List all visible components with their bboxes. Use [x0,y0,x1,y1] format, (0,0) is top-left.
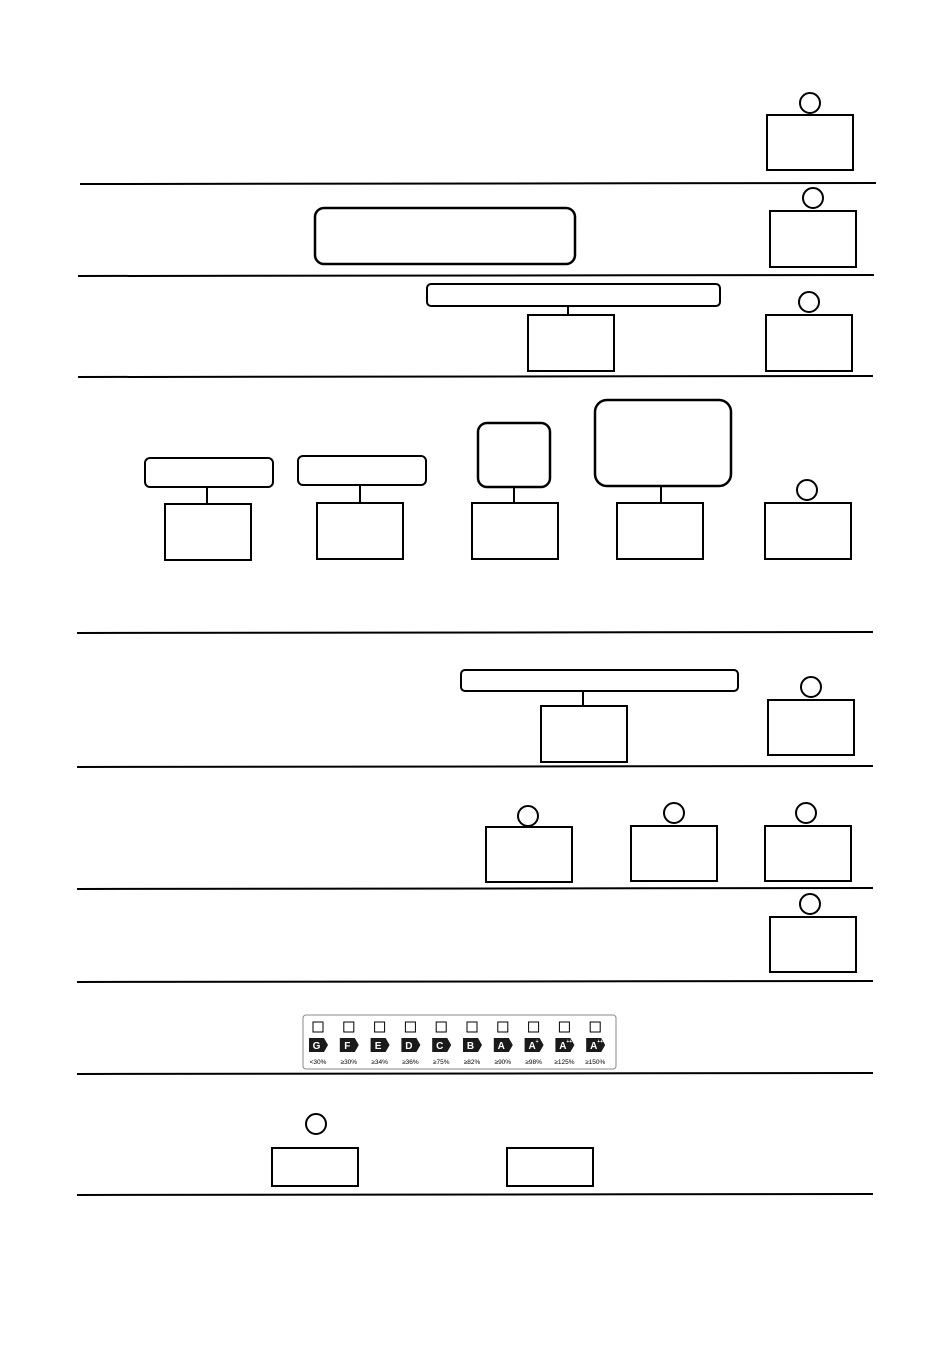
entry-box[interactable] [765,503,851,559]
section-divider [78,376,873,377]
marker-circle [796,803,816,823]
entry-box[interactable] [528,315,614,371]
section-1 [767,93,853,170]
marker-circle [803,188,823,208]
entry-box[interactable] [767,115,853,170]
section-7 [770,894,856,972]
energy-class-letter: B [466,1041,475,1052]
entry-box[interactable] [486,827,572,882]
section-6 [486,803,851,882]
info-panel [595,400,731,486]
energy-class-letter: A [528,1041,536,1052]
marker-circle [799,292,819,312]
marker-circle [800,894,820,914]
section-3 [427,284,852,371]
energy-class-checkbox[interactable] [529,1022,539,1032]
header-bar [298,456,426,485]
energy-class-letter: E [374,1041,382,1052]
energy-class-plus: +++ [597,1039,606,1045]
energy-class-checkbox[interactable] [405,1022,415,1032]
info-panel [315,208,575,264]
info-panel [478,423,550,487]
energy-class-checkbox[interactable] [344,1022,354,1032]
entry-box[interactable] [766,315,852,371]
section-divider [78,275,874,276]
energy-class-letter: D [405,1041,413,1052]
energy-class-threshold: ≥90% [494,1059,512,1066]
entry-box[interactable] [272,1148,358,1186]
marker-circle [306,1114,326,1134]
entry-box[interactable] [541,706,627,762]
header-bar [461,670,738,691]
entry-box[interactable] [507,1148,593,1186]
energy-class-threshold: <30% [309,1059,327,1066]
entry-box[interactable] [768,700,854,755]
section-divider [77,766,873,767]
energy-class-checkbox[interactable] [436,1022,446,1032]
entry-box[interactable] [631,826,717,881]
section-divider [77,1194,873,1195]
marker-circle [800,93,820,113]
marker-circle [664,803,684,823]
energy-class-checkbox[interactable] [467,1022,477,1032]
energy-class-letter: G [312,1041,321,1052]
energy-class-threshold: ≥125% [554,1059,575,1066]
section-2 [315,188,856,267]
entry-box[interactable] [472,503,558,559]
energy-class-threshold: ≥75% [432,1059,450,1066]
section-8 [303,1015,616,1069]
entry-box[interactable] [770,211,856,267]
energy-class-letter: F [344,1041,351,1052]
header-bar [427,284,720,306]
energy-class-checkbox[interactable] [375,1022,385,1032]
section-divider [77,888,873,889]
energy-class-checkbox[interactable] [313,1022,323,1032]
section-divider [77,981,873,982]
entry-box[interactable] [165,504,251,560]
energy-class-threshold: ≥36% [402,1059,419,1066]
energy-class-checkbox[interactable] [590,1022,600,1032]
energy-class-checkbox[interactable] [498,1022,508,1032]
entry-box[interactable] [617,503,703,559]
entry-box[interactable] [317,503,403,559]
energy-class-threshold: ≥98% [525,1059,542,1066]
marker-circle [801,677,821,697]
marker-circle [518,806,538,826]
section-5 [461,670,854,762]
energy-class-letter: A [559,1041,567,1052]
energy-class-letter: A [590,1041,598,1052]
energy-class-threshold: ≥150% [585,1059,606,1066]
marker-circle [797,480,817,500]
energy-class-threshold: ≥34% [371,1059,388,1066]
section-4 [145,400,851,560]
energy-class-checkbox[interactable] [559,1022,569,1032]
section-divider [80,183,876,184]
energy-class-letter: A [497,1041,505,1052]
entry-box[interactable] [765,826,851,881]
energy-class-threshold: ≥30% [340,1059,358,1066]
energy-class-threshold: ≥82% [463,1059,481,1066]
entry-box[interactable] [770,917,856,972]
section-divider [77,1073,873,1074]
section-9 [272,1114,593,1186]
energy-class-plus: ++ [566,1039,573,1045]
section-divider [77,632,873,633]
energy-class-plus: + [535,1039,539,1045]
energy-class-letter: C [436,1041,444,1052]
header-bar [145,458,273,487]
